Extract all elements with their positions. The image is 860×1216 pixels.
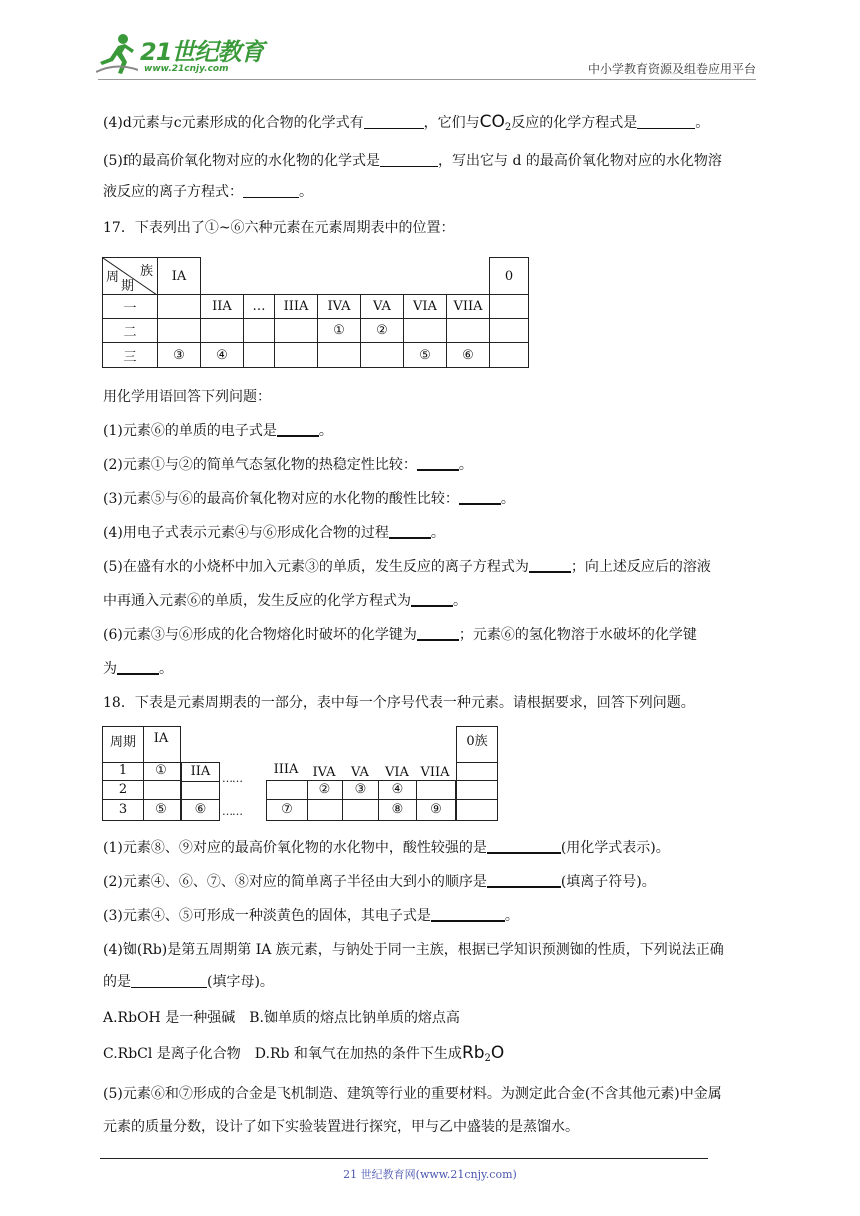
logo-title: 21世纪教育 bbox=[140, 38, 264, 66]
group-via: VIA bbox=[404, 295, 447, 319]
q17-periodic-table bbox=[102, 257, 529, 368]
q17-stem: 17．下表列出了①~⑥六种元素在元素周期表中的位置： bbox=[103, 220, 455, 236]
element-cell: ⑥ bbox=[447, 343, 490, 368]
element-cell: ⑦ bbox=[266, 800, 308, 821]
q18-part5-cont: 元素的质量分数，设计了如下实验装置进行探究，甲与乙中盛装的是蒸馏水。 bbox=[103, 1119, 579, 1135]
table-cell bbox=[201, 319, 244, 343]
group-viia: VIIA bbox=[447, 295, 490, 319]
q17-part3: (3)元素⑤与⑥的最高价氧化物对应的水化物的酸性比较： 。 bbox=[103, 491, 515, 507]
element-cell: ① bbox=[318, 319, 361, 343]
footer-link[interactable]: 21 世纪教育网(www.21cnjy.com) bbox=[343, 1168, 517, 1181]
table-cell bbox=[404, 319, 447, 343]
answer-blank bbox=[417, 625, 459, 641]
q17-part1: (1)元素⑥的单质的电子式是 。 bbox=[103, 423, 333, 439]
table-cell bbox=[142, 781, 181, 800]
q17-part6-cont: 为 。 bbox=[103, 661, 173, 677]
answer-blank bbox=[131, 973, 207, 988]
q17-part2: (2)元素①与②的简单气态氢化物的热稳定性比较： 。 bbox=[103, 457, 473, 473]
site-logo bbox=[96, 30, 266, 78]
table-cell bbox=[361, 343, 404, 368]
group-zero: 0族 bbox=[456, 726, 498, 763]
element-cell: ② bbox=[361, 319, 404, 343]
table-cell bbox=[244, 343, 275, 368]
element-cell: ① bbox=[142, 762, 181, 781]
table-cell bbox=[417, 781, 456, 800]
table-cell bbox=[307, 800, 343, 821]
ellipsis: …… bbox=[222, 772, 242, 785]
table-cell bbox=[490, 319, 529, 343]
period-label: 2 bbox=[102, 781, 144, 800]
table-cell bbox=[181, 781, 220, 800]
q18-part3: (3)元素④、⑤可形成一种淡黄色的固体，其电子式是 。 bbox=[103, 908, 519, 924]
table-cell bbox=[490, 295, 529, 319]
element-cell: ② bbox=[307, 781, 343, 800]
table-cell bbox=[158, 319, 201, 343]
element-cell: ④ bbox=[201, 343, 244, 368]
answer-blank bbox=[411, 591, 453, 607]
group-va: VA bbox=[351, 765, 369, 780]
q18-part4: (4)铷(Rb)是第五周期第 IA 族元素，与钠处于同一主族，根据已学知识预测铷的性质，下列说法正确 bbox=[103, 942, 724, 958]
q18-part2: (2)元素④、⑥、⑦、⑧对应的简单离子半径由大到小的顺序是 (填离子符号)。 bbox=[103, 874, 656, 890]
group-iia: IIA bbox=[181, 762, 220, 782]
answer-blank bbox=[529, 557, 571, 573]
group-iva: IVA bbox=[312, 765, 336, 780]
element-cell: ⑤ bbox=[142, 800, 181, 821]
q17-part5: (5)在盛有水的小烧杯中加入元素③的单质，发生反应的离子方程式为 ；向上述反应后的溶液 bbox=[103, 559, 711, 575]
period-label: 二 bbox=[103, 319, 158, 343]
answer-blank bbox=[487, 872, 561, 888]
q18-options-ab: A.RbOH 是一种强碱 B.铷单质的熔点比钠单质的熔点高 bbox=[103, 1010, 460, 1026]
group-iiia: IIIA bbox=[275, 295, 318, 319]
table-cell bbox=[456, 800, 498, 821]
period-label: 1 bbox=[102, 762, 144, 781]
answer-blank bbox=[277, 421, 319, 437]
q17-part5-cont: 中再通入元素⑥的单质，发生反应的化学方程式为 。 bbox=[103, 593, 467, 609]
q16-part4: (4)d元素与c元素形成的化合物的化学式有 ，它们与$CO_2$反应的化学方程式是 。 bbox=[103, 112, 710, 133]
group-va: VA bbox=[361, 295, 404, 319]
group-zero: 0 bbox=[490, 258, 529, 295]
q16-part5-cont: 液反应的离子方程式： 。 bbox=[103, 184, 313, 200]
table-cell bbox=[266, 781, 308, 800]
table-cell bbox=[456, 762, 498, 781]
table-cell bbox=[244, 319, 275, 343]
period-label: 三 bbox=[103, 343, 158, 368]
q17-part6: (6)元素③与⑥形成的化合物熔化时破坏的化学键为 ；元素⑥的氢化物溶于水破坏的化学键 bbox=[103, 627, 697, 643]
q18-part4-cont: 的是 (填字母)。 bbox=[103, 974, 274, 990]
period-label: 3 bbox=[102, 800, 144, 821]
ellipsis: …… bbox=[222, 805, 242, 818]
q18-part5: (5)元素⑥和⑦形成的合金是飞机制造、建筑等行业的重要材料。为测定此合金(不含其他元素)中金属 bbox=[103, 1086, 722, 1102]
answer-blank bbox=[243, 183, 299, 198]
q17-intro: 用化学用语回答下列问题： bbox=[103, 389, 271, 405]
element-cell: ⑤ bbox=[404, 343, 447, 368]
table-cell bbox=[343, 800, 379, 821]
group-iia: IIA bbox=[201, 295, 244, 319]
footer-divider bbox=[100, 1158, 708, 1159]
table-cell bbox=[447, 319, 490, 343]
logo-url: www.21cnjy.com bbox=[144, 64, 229, 74]
q18-part1: (1)元素⑧、⑨对应的最高价氧化物的水化物中，酸性较强的是 (用化学式表示)。 bbox=[103, 840, 670, 856]
header-zhouqi: 周期 bbox=[102, 726, 144, 763]
table-cell bbox=[275, 319, 318, 343]
group-ia: IA bbox=[158, 258, 201, 295]
platform-name: 中小学教育资源及组卷应用平台 bbox=[587, 62, 756, 76]
table-cell bbox=[490, 343, 529, 368]
element-cell: ⑨ bbox=[417, 800, 456, 821]
ellipsis-cell: … bbox=[244, 295, 275, 319]
period-label: 一 bbox=[103, 295, 158, 319]
answer-blank bbox=[389, 523, 431, 539]
answer-blank bbox=[117, 659, 159, 675]
element-cell: ⑧ bbox=[379, 800, 417, 821]
q18-stem: 18．下表是元素周期表的一部分，表中每一个序号代表一种元素。请根据要求，回答下列问题。 bbox=[103, 695, 695, 711]
element-cell: ③ bbox=[343, 781, 379, 800]
corner-cell: 族 周 期 bbox=[103, 258, 158, 295]
answer-blank bbox=[380, 152, 438, 167]
table-cell bbox=[158, 295, 201, 319]
table-cell bbox=[275, 343, 318, 368]
group-iva: IVA bbox=[318, 295, 361, 319]
runner-logo-icon bbox=[96, 32, 138, 76]
answer-blank bbox=[487, 838, 561, 854]
header-divider bbox=[98, 79, 756, 80]
element-cell: ④ bbox=[379, 781, 417, 800]
table-cell bbox=[456, 781, 498, 800]
element-cell: ⑥ bbox=[181, 800, 220, 821]
q17-part4: (4)用电子式表示元素④与⑥形成化合物的过程 。 bbox=[103, 525, 445, 541]
answer-blank bbox=[364, 114, 424, 129]
element-cell: ③ bbox=[158, 343, 201, 368]
answer-blank bbox=[459, 489, 501, 505]
answer-blank bbox=[431, 906, 505, 922]
group-via: VIA bbox=[385, 765, 409, 780]
group-iiia: IIIA bbox=[273, 762, 299, 777]
answer-blank bbox=[637, 114, 695, 129]
q16-part5: (5)f的最高价氧化物对应的水化物的化学式是 ，写出它与 d 的最高价氧化物对应的水化物溶 bbox=[103, 153, 722, 169]
q18-options-cd: C.RbCl 是离子化合物 D.Rb 和氧气在加热的条件下生成$Rb_2O$ bbox=[103, 1043, 505, 1064]
group-viia: VIIA bbox=[420, 765, 450, 780]
group-ia: IA bbox=[142, 726, 181, 763]
table-cell bbox=[318, 343, 361, 368]
answer-blank bbox=[417, 455, 459, 471]
q18-periodic-table bbox=[102, 726, 498, 822]
